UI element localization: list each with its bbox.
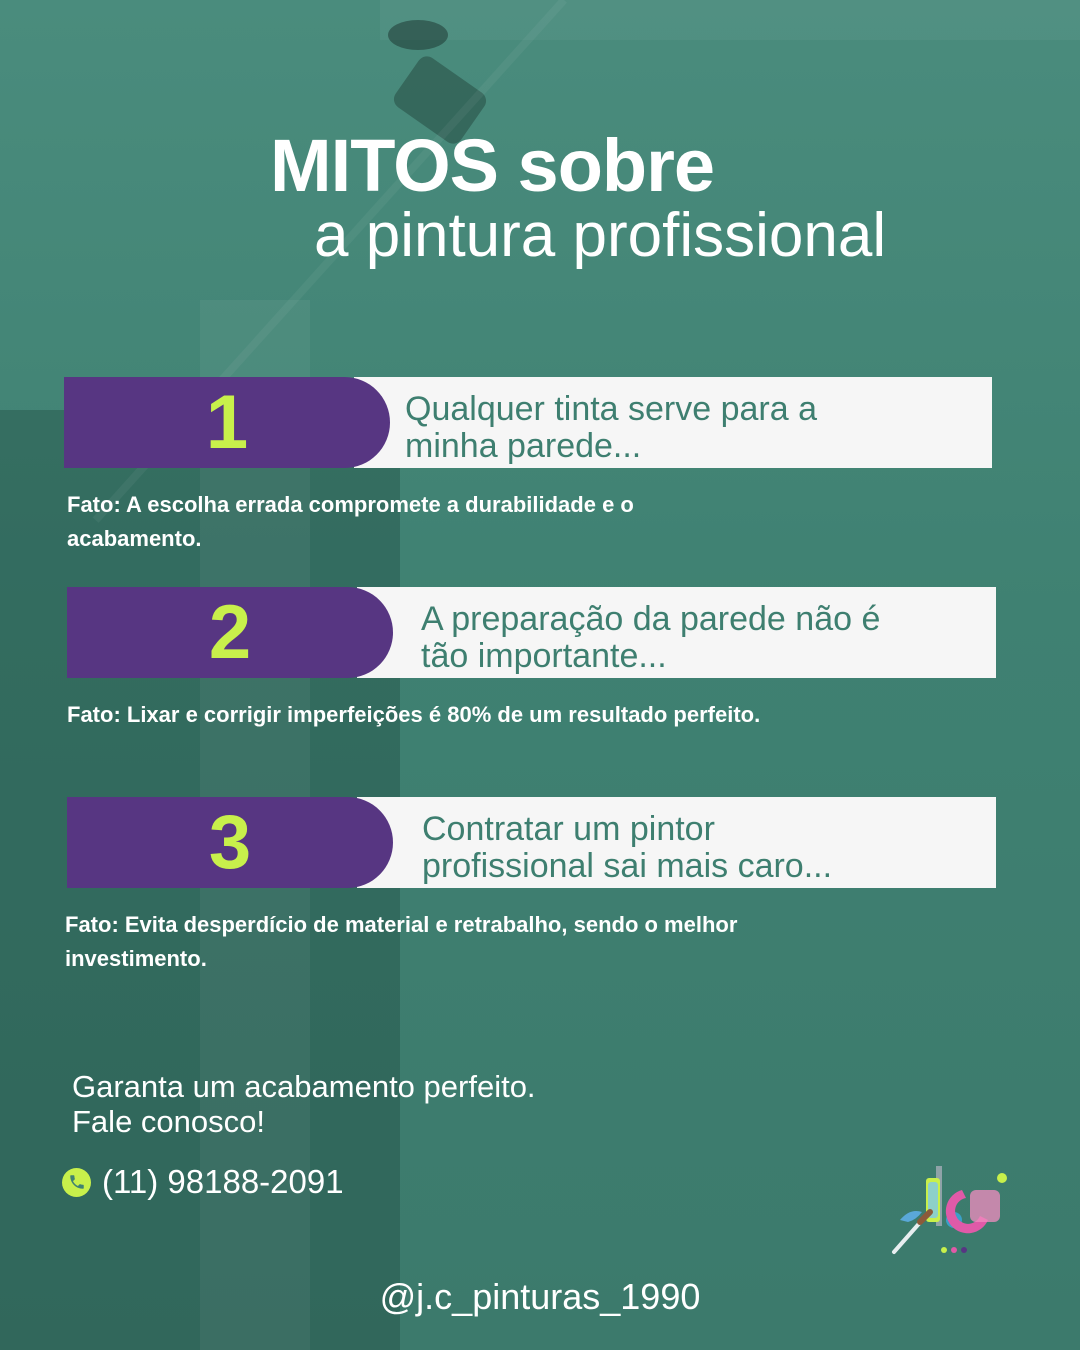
background-ceiling-fixture bbox=[388, 20, 448, 50]
whatsapp-icon bbox=[62, 1168, 91, 1197]
fact-text-3 bbox=[65, 908, 737, 976]
title-line-2: a pintura profissional bbox=[314, 201, 887, 270]
myth-text bbox=[405, 391, 817, 465]
background-ceiling bbox=[380, 0, 1080, 40]
fact-line-2: acabamento. bbox=[67, 526, 202, 551]
myth-text-line-2: profissional sai mais caro... bbox=[422, 847, 833, 885]
myth-number-pill bbox=[64, 377, 390, 468]
cta-line-1: Garanta um acabamento perfeito. bbox=[72, 1069, 536, 1104]
fact-line-1: Fato: Lixar e corrigir imperfeições é 80% de um resultado perfeito. bbox=[67, 702, 761, 727]
myth-number: 2 bbox=[208, 589, 252, 675]
myth-text-line-1: Contratar um pintor bbox=[422, 810, 715, 848]
myth-card-3 bbox=[67, 797, 996, 888]
fact-line-1: Fato: Evita desperdício de material e retrabalho, sendo o melhor bbox=[65, 912, 738, 937]
fact-line-2: investimento. bbox=[65, 946, 207, 971]
fact-text-1 bbox=[67, 488, 634, 556]
myth-card-1 bbox=[64, 377, 992, 468]
myth-text-line-1: A preparação da parede não é bbox=[421, 600, 881, 638]
myth-text-line-2: minha parede... bbox=[405, 427, 642, 465]
fact-text-2 bbox=[67, 698, 760, 732]
call-to-action bbox=[72, 1069, 536, 1139]
myth-number-pill bbox=[67, 587, 393, 678]
myth-number-pill bbox=[67, 797, 393, 888]
title-line-1: MITOS sobre bbox=[270, 124, 715, 207]
fact-line-1: Fato: A escolha errada compromete a durabilidade e o bbox=[67, 492, 634, 517]
myth-number: 3 bbox=[208, 799, 252, 885]
myth-text bbox=[422, 811, 832, 885]
instagram-handle[interactable]: @j.c_pinturas_1990 bbox=[379, 1276, 701, 1317]
myth-text bbox=[421, 601, 880, 675]
myth-text-line-1: Qualquer tinta serve para a bbox=[405, 390, 818, 428]
phone-contact[interactable] bbox=[62, 1162, 344, 1202]
page-title bbox=[270, 124, 887, 270]
myth-text-line-2: tão importante... bbox=[421, 637, 667, 675]
myth-card-2 bbox=[67, 587, 996, 678]
myth-number: 1 bbox=[205, 379, 249, 465]
phone-number: (11) 98188-2091 bbox=[102, 1163, 344, 1200]
company-logo bbox=[890, 1160, 1010, 1260]
cta-line-2: Fale conosco! bbox=[72, 1104, 265, 1139]
